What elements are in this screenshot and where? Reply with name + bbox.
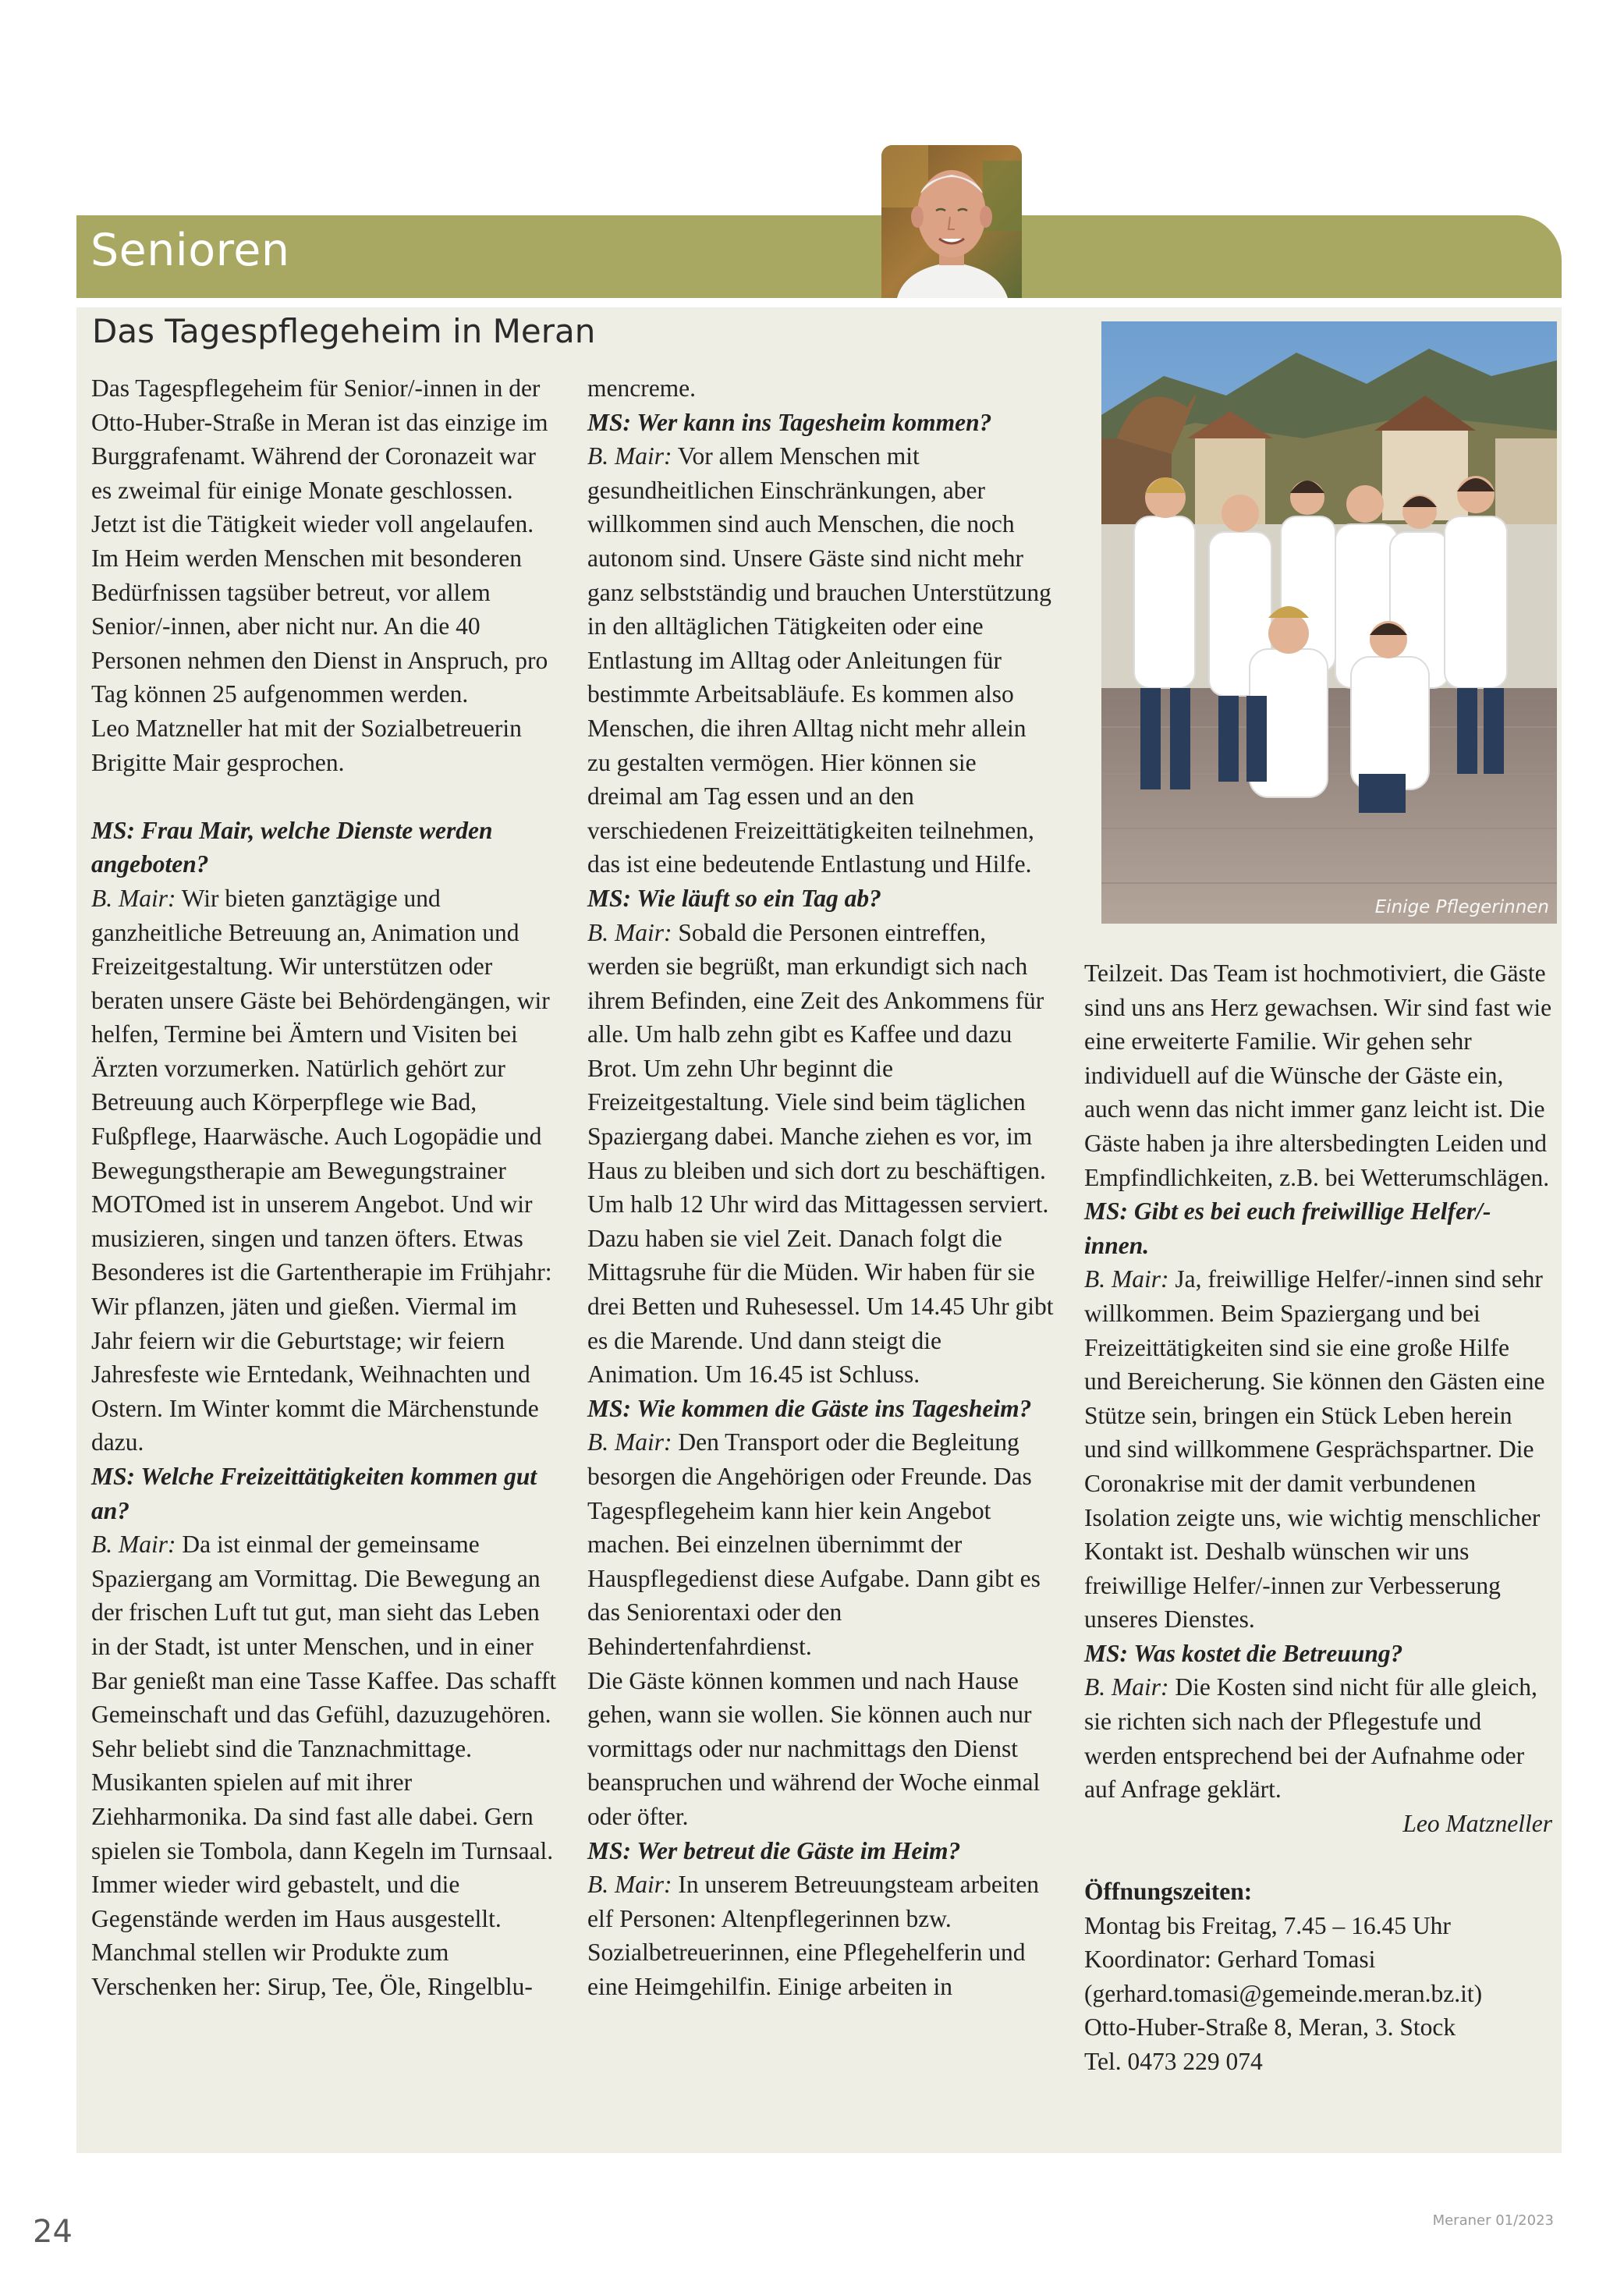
article-column-3: [1084, 956, 1552, 2079]
body-paragraph: Koordinator: Gerhard Tomasi (gerhard.tomasi@gemeinde.meran.bz.it): [1084, 1946, 1483, 2007]
interview-answer: [587, 916, 1055, 1392]
answer-text: Wir bieten ganztägige und ganzheitliche Betreuung an, Animation und Freizeitgestaltung. Wir unterstützen oder beraten unsere Gäste bei Behördengängen, wir helfen, Termine bei Ämtern und Visiten bei Ärzten vorzumerken. Natürlich gehört zur Betreuung auch Körperpflege wie Bad, Fußpflege, Haarwäsche. Auch Logopädie und Bewegungstherapie am Bewegungstrainer MOTOmed ist in unserem Angebot. Und wir musizieren, singen und tanzen öfters. Etwas Besonderes ist die Gartentherapie im Frühjahr: Wir pflanzen, jäten und gießen. Viermal im Jahr feiern wir die Geburtstage; wir feiern Jahresfeste wie Erntedank, Weihnachten und Ostern. Im Winter kommt die Märchenstunde dazu.: [91, 884, 552, 1456]
interview-answer: [587, 1425, 1055, 1663]
answer-text: Ja, freiwillige Helfer/-innen sind sehr willkommen. Beim Spaziergang und bei Freizeittätigkeiten sind sie eine große Hilfe und Bereicherung. Sie können den Gästen eine Stütze sein, bringen ein Stück Leben herein und sind willkommene Gesprächspartner. Die Coronakrise mit der damit verbundenen Isolation zeigte uns, wie wichtig menschlicher Kontakt ist. Deshalb wünschen wir uns freiwillige Helfer/-innen zur Verbesserung unseres Dienstes.: [1084, 1265, 1545, 1634]
body-paragraph: Otto-Huber-Straße 8, Meran, 3. Stock: [1084, 2013, 1456, 2042]
photo-caption: Einige Pflegerinnen: [1374, 897, 1549, 917]
interview-question: MS: Wie kommen die Gäste ins Tagesheim?: [587, 1394, 1032, 1422]
paragraph-gap: [91, 779, 559, 814]
issue-label: Meraner 01/2023: [1432, 2212, 1554, 2229]
body-paragraph: Sehr beliebt sind die Tanznachmittage. Musikanten spielen auf mit ihrer Ziehharmonika. Da sind fast alle dabei. Gern spielen sie Tombola, dann Kegeln im Turnsaal. Immer wieder wird gebastelt, und die Gegenstände werden im Haus ausgestellt. Manchmal stellen wir Produkte zum Verschenken her: Sirup, Tee, Öle, Ringelblu-: [91, 1734, 554, 2000]
answer-text: Sobald die Personen eintreffen, werden sie begrüßt, man erkundigt sich nach ihrem Befinden, eine Zeit des Ankommens für alle. Um halb zehn gibt es Kaffee und dazu Brot. Um zehn Uhr beginnt die Freizeitgestaltung. Viele sind beim täglichen Spaziergang dabei. Manche ziehen es vor, im Haus zu bleiben und sich dort zu beschäftigen. Um halb 12 Uhr wird das Mittagessen serviert. Dazu haben sie viel Zeit. Danach folgt die Mittagsruhe für die Müden. Wir haben für sie drei Betten und Ruhesessel. Um 14.45 Uhr gibt es die Marende. Und dann steigt die Animation. Um 16.45 ist Schluss.: [587, 918, 1054, 1389]
author-signature: Leo Matzneller: [1402, 1809, 1552, 1837]
interview-answer: [587, 439, 1055, 882]
article-title: Das Tagespflegeheim in Meran: [92, 312, 596, 350]
interview-question: MS: Frau Mair, welche Dienste werden angeboten?: [91, 816, 493, 878]
body-paragraph: Montag bis Freitag, 7.45 – 16.45 Uhr: [1084, 1911, 1451, 1939]
article-column-2: [587, 371, 1055, 2004]
speaker-label: B. Mair:: [91, 884, 176, 912]
interview-answer: [1084, 1262, 1552, 1637]
speaker-label: B. Mair:: [1084, 1673, 1169, 1701]
body-paragraph: Leo Matzneller hat mit der Sozialbetreuerin Brigitte Mair gesprochen.: [91, 714, 522, 776]
speaker-label: B. Mair:: [91, 1531, 176, 1559]
speaker-label: B. Mair:: [1084, 1265, 1169, 1293]
interview-question: MS: Wer betreut die Gäste im Heim?: [587, 1836, 961, 1864]
speaker-label: B. Mair:: [587, 1871, 672, 1899]
interview-question: MS: Wie läuft so ein Tag ab?: [587, 884, 881, 912]
speaker-label: B. Mair:: [587, 442, 672, 470]
speaker-label: B. Mair:: [587, 918, 672, 946]
answer-text: Da ist einmal der gemeinsame Spaziergang am Vormittag. Die Bewegung an der frischen Luft tut gut, man sieht das Leben in der Stadt, ist unter Menschen, und in einer Bar genießt man eine Tasse Kaffee. Das schafft Gemeinschaft und das Gefühl, dazuzugehören.: [91, 1531, 557, 1729]
paragraph-gap: [1084, 1840, 1552, 1875]
section-title: Senioren: [90, 225, 290, 276]
body-paragraph: mencreme.: [587, 374, 697, 402]
speaker-label: B. Mair:: [587, 1428, 672, 1456]
interview-answer: [91, 882, 559, 1460]
author-portrait: [881, 145, 1022, 298]
section-header-bar: [76, 215, 1562, 298]
interview-answer: [587, 1868, 1055, 2003]
answer-text: Vor allem Menschen mit gesundheitlichen Einschränkungen, aber willkommen sind auch Menschen, die noch autonom sind. Unsere Gäste sind nicht mehr ganz selbstständig und brauchen Unterstützung in den alltäglichen Tätigkeiten oder eine Entlastung im Alltag oder Anleitungen für bestimmte Arbeitsabläufe. Es kommen also Menschen, die ihren Alltag nicht mehr allein zu gestalten vermögen. Hier können sie dreimal am Tag essen und an den verschiedenen Freizeittätigkeiten teilnehmen, das ist eine bedeutende Entlastung und Hilfe.: [587, 442, 1051, 878]
body-paragraph: Das Tagespflegeheim für Senior/-innen in der Otto-Huber-Straße in Meran ist das einzige im Burggrafenamt. Während der Coronazeit war es zweimal für einige Monate geschlossen. Jetzt ist die Tätigkeit wieder voll angelaufen. Im Heim werden Menschen mit besonderen Bedürfnissen tagsüber betreut, vor allem Senior/-innen, aber nicht nur. An die 40 Personen nehmen den Dienst in Anspruch, pro Tag können 25 aufgenommen werden.: [91, 374, 548, 708]
body-paragraph: Teilzeit. Das Team ist hochmotiviert, die Gäste sind uns ans Herz gewachsen. Wir sind fast wie eine erweiterte Familie. Wir gehen sehr individuell auf die Wünsche der Gäste ein, auch wenn das nicht immer ganz leicht ist. Die Gäste haben ja ihre altersbedingten Leiden und Empfindlichkeiten, z.B. bei Wetterumschlägen.: [1084, 960, 1552, 1191]
interview-question: MS: Gibt es bei euch freiwillige Helfer/-innen.: [1084, 1197, 1491, 1259]
body-paragraph: Tel. 0473 229 074: [1084, 2048, 1263, 2075]
interview-question: MS: Wer kann ins Tagesheim kommen?: [587, 408, 992, 436]
article-column-1: [91, 371, 559, 2004]
team-photo: [1101, 321, 1557, 924]
interview-answer: [1084, 1670, 1552, 1806]
page-number: 24: [33, 2214, 73, 2250]
answer-text: In unserem Betreuungsteam arbeiten elf Personen: Altenpflegerinnen bzw. Sozialbetreuerinnen, eine Pflegehelferin und eine Heimgehilfin. Einige arbeiten in: [587, 1871, 1040, 2000]
answer-text: Den Transport oder die Begleitung besorgen die Angehörigen oder Freunde. Das Tagespflegeheim kann hier kein Angebot machen. Bei einzelnen übernimmt der Hauspflegedienst diese Aufgabe. Dann gibt es das Seniorentaxi oder den Behindertenfahrdienst.: [587, 1428, 1041, 1660]
interview-question: MS: Was kostet die Betreuung?: [1084, 1639, 1403, 1667]
answer-text: Die Kosten sind nicht für alle gleich, sie richten sich nach der Pflegestufe und werden entsprechend bei der Aufnahme oder auf Anfrage geklärt.: [1084, 1673, 1537, 1804]
body-paragraph: Die Gäste können kommen und nach Hause gehen, wann sie wollen. Sie können auch nur vormittags oder nur nachmittags den Dienst beanspruchen und während der Woche einmal oder öfter.: [587, 1666, 1041, 1830]
info-heading: Öffnungszeiten:: [1084, 1878, 1253, 1906]
interview-question: MS: Welche Freizeittätigkeiten kommen gut an?: [91, 1463, 537, 1524]
interview-answer: [91, 1527, 559, 1732]
